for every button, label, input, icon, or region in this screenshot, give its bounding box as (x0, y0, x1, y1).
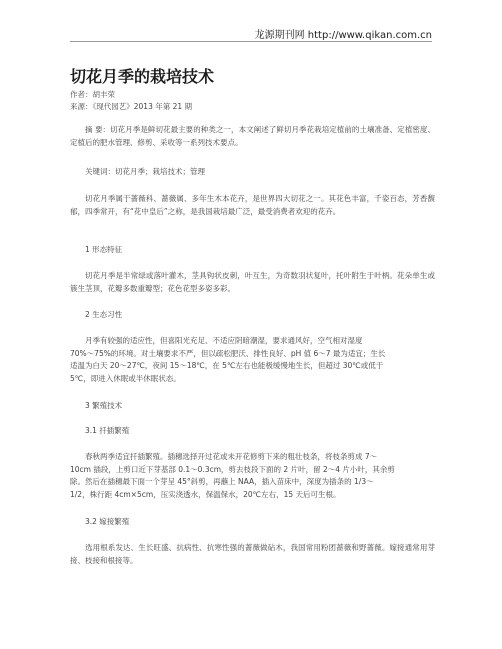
section-3-1-line-4: 1/2，株行距 4cm×5cm，压实浇透水，保温保水，20℃左右，15 天后可生根。 (70, 489, 341, 499)
header-divider (70, 41, 432, 42)
intro-block (70, 193, 435, 218)
abstract-text: 摘 要：切花月季是鲜切花最主要的种类之一，本文阐述了鲜切月季花栽培定植前的土壤准备、定植密度、定植后的肥水管理、修剪、采收等一系列技术要点。 (70, 125, 435, 147)
section-1-text: 切花月季是半常绿或落叶灌木，茎具钩状皮刺，叶互生，为奇数羽状复叶，托叶附生于叶柄。花朵单生或簇生茎顶，花瓣多数重瓣型；花色花型多姿多彩。 (70, 271, 435, 293)
section-2-heading-block (70, 309, 435, 322)
article-source: 来源：《现代园艺》2013 年第 21 期 (70, 102, 193, 111)
section-2-line-4: 5℃，即进入休眠或半休眠状态。 (70, 373, 181, 383)
section-3-1-block (70, 451, 435, 501)
section-1-heading: 1 形态特征 (85, 245, 123, 254)
section-3-1-line-1: 春秋两季适宜扦插繁殖。插穗选择开过花或未开花修剪下来的粗壮枝条，将枝条剪成 7～ (85, 452, 378, 461)
keywords-text: 关键词：切花月季；栽培技术；管理 (85, 167, 205, 176)
section-2-block (70, 335, 435, 385)
section-3-2-block (70, 542, 435, 567)
section-1-block (70, 270, 435, 295)
section-3-heading: 3 繁殖技术 (85, 401, 123, 410)
intro-text: 切花月季属于蔷薇科、蔷薇属、多年生木本花卉，是世界四大切花之一。其花色丰富，千姿百态，芳香馥郁，四季常开，有“花中皇后”之称，是我国栽培最广泛，最受消费者欢迎的花卉。 (70, 194, 435, 216)
article-title: 切花月季的栽培技术 (70, 67, 215, 86)
section-3-2-heading: 3.2 嫁接繁殖 (85, 517, 130, 526)
section-3-2-heading-block (70, 516, 435, 529)
site-header[interactable]: 龙源期刊网 http://www.qikan.com.cn (254, 30, 432, 41)
section-1-heading-block (70, 244, 435, 257)
section-3-1-line-3: 除。然后在插穗最下面一个芽呈 45°斜剪，再蘸上 NAA，插入苗床中，深度为插条的 1/3～ (70, 477, 374, 486)
article-author: 作者：胡丰荣 (70, 90, 115, 99)
abstract-block (70, 124, 435, 149)
section-3-2-text: 选用根系发达、生长旺盛、抗病性、抗寒性强的蔷薇做砧木，我国常用粉团蔷薇和野蔷薇。嫁接通常用芽接、枝接和根接等。 (70, 543, 435, 565)
section-3-1-line-2: 10cm 插段，上剪口近下芽基部 0.1～0.3cm，剪去枝段下面的 2 片叶，留 2～4 片小叶，其余剪 (70, 464, 395, 474)
section-2-line-3: 适温为白天 20～27℃，夜间 15～18℃，在 5℃左右也能极缓慢地生长，但超过 30℃或低于 (70, 361, 384, 370)
section-3-1-heading-block (70, 425, 435, 438)
section-2-line-1: 月季有较强的适应性，但喜阳光充足、不适应阴暗潮湿，要求通风好，空气相对湿度 (85, 336, 363, 345)
section-3-heading-block (70, 400, 435, 413)
section-3-1-heading: 3.1 扦插繁殖 (85, 426, 130, 435)
section-2-line-2: 70%～75%的环境。对土壤要求不严，但以疏松肥沃、排性良好、pH 值 6～7 最为适宜；生长 (70, 348, 386, 358)
keywords-block (70, 166, 435, 179)
section-2-heading: 2 生态习性 (85, 310, 123, 319)
